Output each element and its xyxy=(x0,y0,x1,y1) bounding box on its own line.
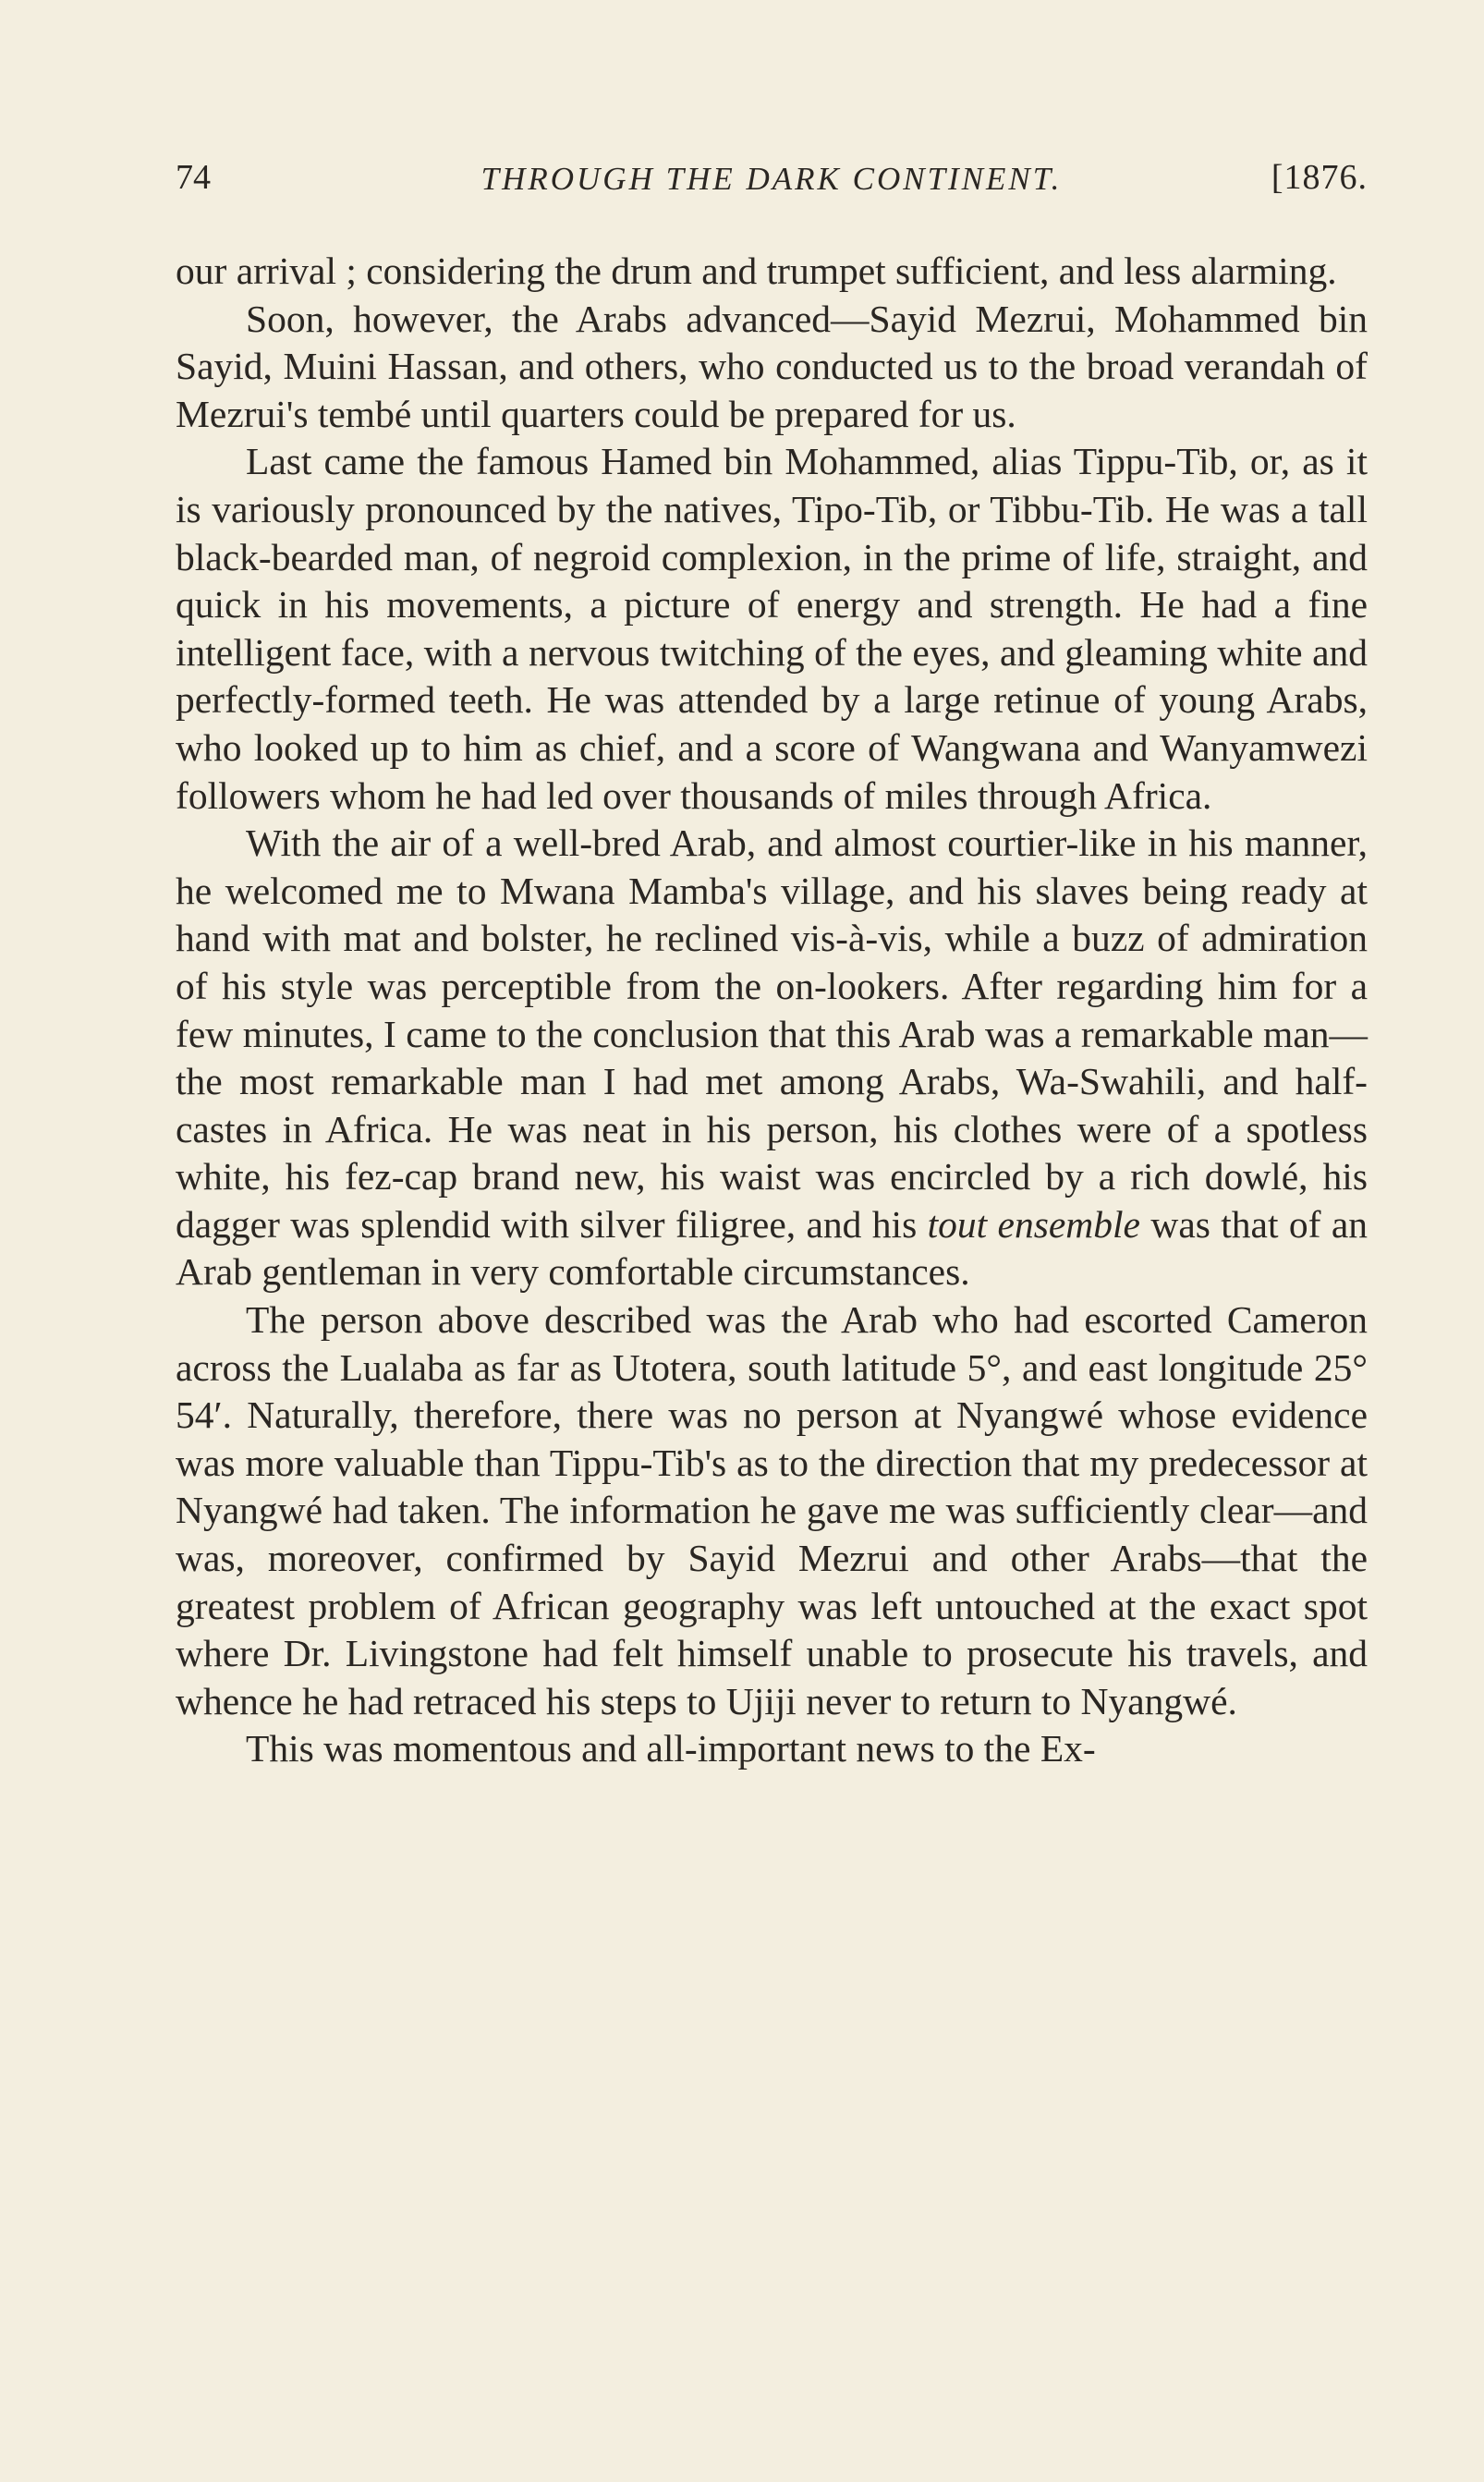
paragraph-final xyxy=(176,1725,1368,1773)
paragraph-text: With the air of a well-bred Arab, and almost courtier-like in his manner, he welcomed me to Mwana Mamba's village, and his slaves being ready at hand with mat and bolster, he reclined vis-à-vis, while a buzz of admiration of his style was perceptible from the on-lookers. After regarding him for a few minutes, I came to the conclusion that this Arab was a remarkable man—the most remarkable man I had met among Arabs, Wa-Swahili, and half-castes in Africa. He was neat in his person, his clothes were of a spotless white, his fez-cap brand new, his waist was encircled by a rich dowlé, his dagger was splendid with silver filigree, and his xyxy=(176,821,1368,1246)
paragraph-text: Soon, however, the Arabs advanced—Sayid Mezrui, Mohammed bin Sayid, Muini Hassan, and others, who conducted us to the broad verandah of Mezrui's tembé until quarters could be prepared for us. xyxy=(176,297,1368,435)
paragraph-continuation xyxy=(176,248,1368,296)
body-text xyxy=(176,248,1368,1773)
paragraph xyxy=(176,296,1368,439)
italic-phrase: tout ensemble xyxy=(927,1202,1140,1246)
paragraph xyxy=(176,438,1368,820)
paragraph-text: was that of an Arab gentleman in very comfortable circumstances. xyxy=(176,1202,1368,1294)
running-title: THROUGH THE DARK CONTINENT. xyxy=(480,161,1063,197)
paragraph-text: The person above described was the Arab who had escorted Cameron across the Lualaba as far as Utotera, south latitude 5°, and east longitude 25° 54′. Naturally, therefore, there was no person at Nyangwé whose evidence was more valuable than Tippu-Tib's as to the direction that my predecessor at Nyangwé had taken. The information he gave me was sufficiently clear—and was, moreover, confirmed by Sayid Mezrui and other Arabs—that the greatest problem of African geography was left untouched at the exact spot where Dr. Livingstone had felt himself unable to prosecute his travels, and whence he had retraced his steps to Ujiji never to return to Nyangwé. xyxy=(176,1298,1368,1722)
paragraph xyxy=(176,1296,1368,1725)
paragraph-text: Last came the famous Hamed bin Mohammed, alias Tippu-Tib, or, as it is variously pronounced by the natives, Tipo-Tib, or Tibbu-Tib. He was a tall black-bearded man, of negroid complexion, in the prime of life, straight, and quick in his movements, a picture of energy and strength. He had a fine intelligent face, with a nervous twitching of the eyes, and gleaming white and perfectly-formed teeth. He was attended by a large retinue of young Arabs, who looked up to him as chief, and a score of Wangwana and Wanyamwezi followers whom he had led over thousands of miles through Africa. xyxy=(176,440,1368,817)
paragraph-text: This was momentous and all-important news to the Ex- xyxy=(246,1727,1096,1770)
paragraph xyxy=(176,820,1368,1296)
year-marker: [1876. xyxy=(1271,158,1368,197)
paragraph-text: our arrival ; considering the drum and trumpet sufficient, and less alarming. xyxy=(176,249,1337,292)
page-number: 74 xyxy=(176,158,211,197)
page-header xyxy=(176,157,1368,209)
